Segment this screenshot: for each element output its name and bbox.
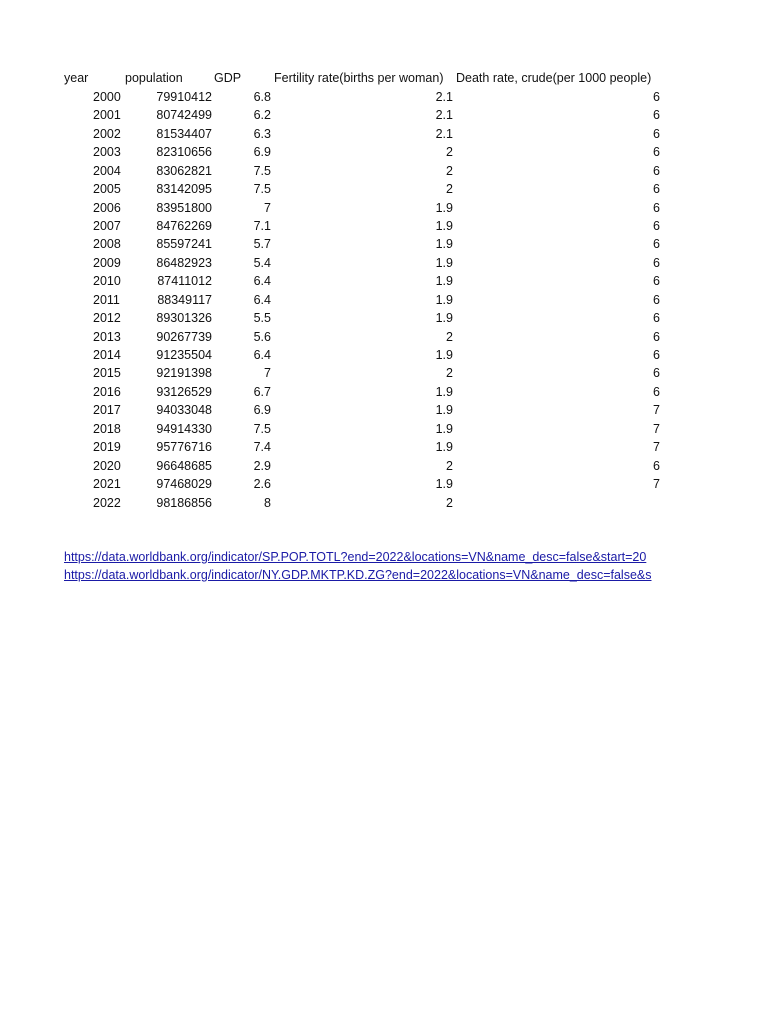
cell-fertility-rate: 2.1: [435, 90, 453, 104]
cell-year: 2013: [93, 329, 121, 344]
table-row: [0, 143, 768, 161]
cell-fertility-rate: 2: [446, 163, 453, 178]
cell-population: 92191398: [156, 366, 212, 381]
header-gdp: GDP: [214, 71, 242, 85]
cell-death-rate: 6: [653, 348, 660, 362]
cell-population: 96648685: [156, 458, 212, 473]
cell-year: 2021: [93, 477, 121, 491]
cell-population: 85597241: [156, 237, 212, 252]
cell-gdp: 6.4: [253, 292, 271, 307]
cell-population: 93126529: [156, 384, 212, 399]
cell-fertility-rate: 1.9: [435, 477, 453, 491]
cell-fertility-rate: 2: [446, 329, 453, 344]
cell-year: 2007: [93, 219, 121, 233]
cell-gdp: 7.5: [253, 421, 271, 436]
cell-population: 81534407: [156, 126, 212, 141]
table-row: [0, 217, 768, 235]
table-row: [0, 106, 768, 124]
cell-death-rate: 7: [653, 403, 660, 418]
cell-death-rate: 6: [653, 255, 660, 270]
table-row: [0, 309, 768, 327]
table-row: [0, 457, 768, 475]
cell-year: 2012: [93, 311, 121, 326]
cell-fertility-rate: 1.9: [435, 200, 453, 215]
cell-population: 88349117: [157, 292, 212, 307]
cell-year: 2020: [93, 458, 121, 473]
source-link-container-2: [64, 566, 661, 584]
cell-death-rate: 6: [653, 366, 660, 381]
cell-year: 2008: [93, 237, 121, 252]
cell-gdp: 6.4: [253, 348, 271, 362]
table-row: [0, 420, 768, 438]
table-row: [0, 401, 768, 419]
cell-gdp: 2.6: [253, 477, 271, 491]
table-row: [0, 494, 768, 512]
cell-year: 2003: [93, 145, 121, 160]
cell-death-rate: 6: [653, 274, 660, 289]
source-link-gdp[interactable]: https://data.worldbank.org/indicator/NY.GDP.MKTP.KD.ZG?end=2022&locations=VN&name_desc=false&s: [64, 568, 652, 582]
cell-death-rate: 6: [653, 311, 660, 326]
cell-gdp: 7.4: [253, 440, 271, 455]
cell-population: 83951800: [156, 200, 212, 215]
cell-fertility-rate: 1.9: [435, 311, 453, 326]
cell-year: 2009: [93, 255, 121, 270]
table-row: [0, 364, 768, 382]
cell-death-rate: 6: [653, 90, 660, 104]
cell-population: 83062821: [156, 163, 212, 178]
cell-gdp: 5.5: [253, 311, 271, 326]
cell-death-rate: 6: [653, 200, 660, 215]
cell-gdp: 7.5: [253, 163, 271, 178]
cell-gdp: 6.3: [253, 126, 271, 141]
cell-population: 79910412: [156, 90, 212, 104]
table-row: [0, 291, 768, 309]
table-row: [0, 162, 768, 180]
cell-fertility-rate: 2: [446, 458, 453, 473]
cell-population: 95776716: [156, 440, 212, 455]
cell-death-rate: 6: [653, 458, 660, 473]
cell-death-rate: 7: [653, 477, 660, 491]
cell-population: 80742499: [156, 108, 212, 123]
cell-year: 2022: [93, 495, 121, 510]
table-row: [0, 88, 768, 106]
cell-gdp: 5.7: [253, 237, 271, 252]
cell-year: 2015: [93, 366, 121, 381]
cell-fertility-rate: 1.9: [435, 348, 453, 362]
cell-gdp: 7.5: [253, 182, 271, 197]
cell-population: 90267739: [156, 329, 212, 344]
table-row: [0, 254, 768, 272]
header-death-rate: Death rate, crude(per 1000 people): [456, 71, 652, 85]
table-row: [0, 199, 768, 217]
cell-gdp: 6.4: [253, 274, 271, 289]
cell-gdp: 6.9: [253, 403, 271, 418]
cell-fertility-rate: 1.9: [435, 274, 453, 289]
cell-fertility-rate: 2.1: [435, 126, 453, 141]
cell-gdp: 8: [264, 495, 271, 510]
table-row: [0, 383, 768, 401]
cell-death-rate: 6: [653, 145, 660, 160]
table-row: [0, 475, 768, 493]
cell-population: 86482923: [156, 255, 212, 270]
source-link-container-1: [64, 548, 661, 566]
cell-year: 2005: [93, 182, 121, 197]
cell-year: 2019: [93, 440, 121, 455]
cell-gdp: 6.7: [253, 384, 271, 399]
cell-year: 2001: [93, 108, 121, 123]
table-row: [0, 180, 768, 198]
header-population: population: [125, 71, 183, 85]
cell-population: 97468029: [156, 477, 212, 491]
cell-fertility-rate: 1.9: [435, 292, 453, 307]
cell-fertility-rate: 1.9: [435, 237, 453, 252]
cell-fertility-rate: 1.9: [435, 219, 453, 233]
cell-death-rate: 6: [653, 219, 660, 233]
cell-population: 94033048: [156, 403, 212, 418]
cell-fertility-rate: 1.9: [435, 255, 453, 270]
cell-gdp: 7: [264, 200, 271, 215]
cell-death-rate: 6: [653, 163, 660, 178]
cell-year: 2010: [93, 274, 121, 289]
source-link-population[interactable]: https://data.worldbank.org/indicator/SP.POP.TOTL?end=2022&locations=VN&name_desc=false&start=20: [64, 550, 647, 564]
cell-gdp: 6.9: [253, 145, 271, 160]
cell-gdp: 6.2: [253, 108, 271, 123]
cell-fertility-rate: 2: [446, 495, 453, 510]
cell-gdp: 7: [264, 366, 271, 381]
cell-death-rate: 6: [653, 237, 660, 252]
cell-year: 2016: [93, 384, 121, 399]
cell-death-rate: 6: [653, 292, 660, 307]
cell-gdp: 5.4: [253, 255, 271, 270]
cell-death-rate: 7: [653, 421, 660, 436]
cell-fertility-rate: 1.9: [435, 440, 453, 455]
cell-gdp: 6.8: [253, 90, 271, 104]
cell-year: 2017: [93, 403, 121, 418]
cell-gdp: 5.6: [253, 329, 271, 344]
table-row: [0, 235, 768, 253]
table-row: [0, 346, 768, 364]
cell-death-rate: 6: [653, 329, 660, 344]
cell-year: 2004: [93, 163, 121, 178]
cell-fertility-rate: 1.9: [435, 403, 453, 418]
cell-fertility-rate: 2: [446, 366, 453, 381]
header-year: year: [64, 71, 89, 85]
cell-fertility-rate: 2: [446, 145, 453, 160]
cell-population: 84762269: [156, 219, 212, 233]
cell-population: 87411012: [157, 274, 212, 289]
cell-year: 2014: [93, 348, 121, 362]
cell-fertility-rate: 1.9: [435, 421, 453, 436]
cell-gdp: 2.9: [253, 458, 271, 473]
cell-gdp: 7.1: [253, 219, 271, 233]
cell-death-rate: 6: [653, 126, 660, 141]
table-row: [0, 272, 768, 290]
table-row: [0, 328, 768, 346]
cell-population: 83142095: [156, 182, 212, 197]
cell-population: 94914330: [156, 421, 212, 436]
cell-year: 2018: [93, 421, 121, 436]
cell-death-rate: 6: [653, 108, 660, 123]
cell-fertility-rate: 2.1: [435, 108, 453, 123]
cell-fertility-rate: 2: [446, 182, 453, 197]
cell-fertility-rate: 1.9: [435, 384, 453, 399]
cell-year: 2006: [93, 200, 121, 215]
cell-population: 91235504: [156, 348, 212, 362]
table-row: [0, 438, 768, 456]
cell-population: 98186856: [156, 495, 212, 510]
cell-death-rate: 6: [653, 182, 660, 197]
cell-population: 89301326: [156, 311, 212, 326]
cell-year: 2011: [93, 292, 120, 307]
cell-population: 82310656: [156, 145, 212, 160]
cell-year: 2002: [93, 126, 121, 141]
header-fertility-rate: Fertility rate(births per woman): [274, 71, 444, 85]
cell-year: 2000: [93, 90, 121, 104]
table-row: [0, 125, 768, 143]
cell-death-rate: 6: [653, 384, 660, 399]
cell-death-rate: 7: [653, 440, 660, 455]
